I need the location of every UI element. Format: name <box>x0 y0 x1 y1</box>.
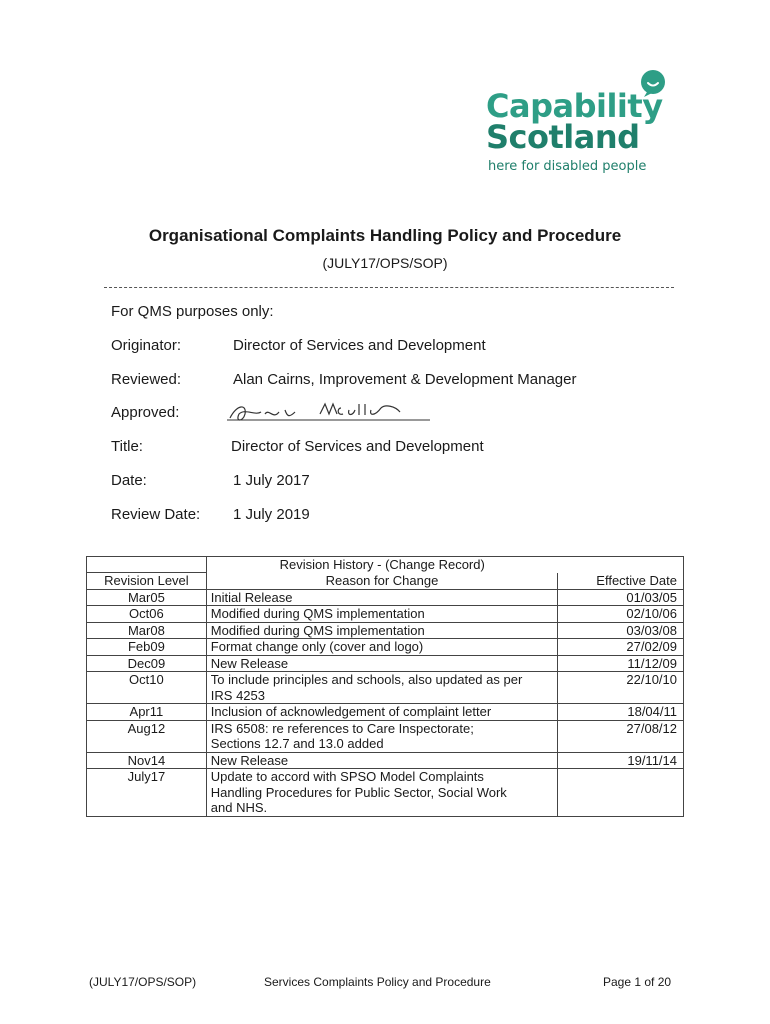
row-date: 27/02/09 <box>558 639 684 656</box>
row-reason <box>206 769 557 817</box>
row-level: Apr11 <box>87 704 207 721</box>
row-reason-line: To include principles and schools, also updated as per <box>210 672 523 687</box>
row-reason <box>206 672 557 704</box>
revision-history-table <box>86 556 684 817</box>
row-reason-line: IRS 6508: re references to Care Inspectorate; <box>210 720 474 736</box>
qms-heading: For QMS purposes only: <box>111 303 274 320</box>
row-level: July17 <box>87 769 207 817</box>
table-title: Revision History - (Change Record) <box>206 557 557 573</box>
footer-page-number: Page 1 of 20 <box>603 975 672 989</box>
row-reason-line: Update to accord with SPSO Model Complaints <box>210 769 484 784</box>
table-title-row <box>87 557 684 573</box>
logo-word-capability: Capability <box>486 87 663 125</box>
footer-document-name: Services Complaints Policy and Procedure <box>264 975 491 989</box>
table-row <box>87 589 684 606</box>
row-date: 18/04/11 <box>558 704 684 721</box>
title-value: Director of Services and Development <box>231 438 484 455</box>
header-reason: Reason for Change <box>206 573 557 590</box>
review-date-label: Review Date: <box>111 506 201 523</box>
row-level: Dec09 <box>87 655 207 672</box>
row-level: Oct06 <box>87 606 207 623</box>
row-reason-line: IRS 4253 <box>210 687 265 703</box>
row-reason-line: Handling Procedures for Public Sector, Social Work <box>210 784 507 800</box>
table-row <box>87 769 684 817</box>
row-reason: Modified during QMS implementation <box>206 622 557 639</box>
title-label: Title: <box>111 438 143 455</box>
row-reason: Format change only (cover and logo) <box>206 639 557 656</box>
table-row <box>87 655 684 672</box>
review-date-value: 1 July 2019 <box>233 506 310 523</box>
row-reason-line: Sections 12.7 and 13.0 added <box>210 736 384 751</box>
dashed-divider <box>104 287 674 288</box>
row-date: 22/10/10 <box>558 672 684 704</box>
originator-value: Director of Services and Development <box>233 337 486 354</box>
table-row <box>87 622 684 639</box>
approval-signature <box>225 398 435 428</box>
row-reason: Modified during QMS implementation <box>206 606 557 623</box>
document-code: (JULY17/OPS/SOP) <box>322 255 448 271</box>
table-row <box>87 704 684 721</box>
row-reason: Initial Release <box>206 589 557 606</box>
row-level: Mar08 <box>87 622 207 639</box>
row-level: Nov14 <box>87 752 207 769</box>
row-reason: New Release <box>206 752 557 769</box>
reviewed-value: Alan Cairns, Improvement & Development Manager <box>233 371 577 388</box>
logo-word-scotland: Scotland <box>486 118 640 156</box>
row-reason: Inclusion of acknowledgement of complaint letter <box>206 704 557 721</box>
row-level: Feb09 <box>87 639 207 656</box>
capability-scotland-logo <box>486 68 671 176</box>
row-level: Mar05 <box>87 589 207 606</box>
footer-document-code: (JULY17/OPS/SOP) <box>89 975 197 989</box>
reviewed-label: Reviewed: <box>111 371 182 388</box>
table-row <box>87 639 684 656</box>
logo-tagline: here for disabled people <box>488 159 647 174</box>
row-reason-line: and NHS. <box>210 800 268 815</box>
row-level: Aug12 <box>87 720 207 752</box>
row-date: 02/10/06 <box>558 606 684 623</box>
table-header-row <box>87 573 684 590</box>
row-date <box>558 769 684 817</box>
row-date: 19/11/14 <box>558 752 684 769</box>
row-date: 01/03/05 <box>558 589 684 606</box>
row-reason <box>206 720 557 752</box>
originator-label: Originator: <box>111 337 182 354</box>
row-date: 03/03/08 <box>558 622 684 639</box>
table-row <box>87 606 684 623</box>
table-row <box>87 720 684 752</box>
table-row <box>87 752 684 769</box>
header-revision-level: Revision Level <box>87 573 207 590</box>
table-row <box>87 672 684 704</box>
date-value: 1 July 2017 <box>233 472 310 489</box>
header-effective-date: Effective Date <box>558 573 684 590</box>
row-date: 11/12/09 <box>558 655 684 672</box>
document-title: Organisational Complaints Handling Policy and Procedure <box>148 226 622 245</box>
date-label: Date: <box>111 472 147 489</box>
row-level: Oct10 <box>87 672 207 704</box>
approved-label: Approved: <box>111 404 180 421</box>
row-date: 27/08/12 <box>558 720 684 752</box>
row-reason: New Release <box>206 655 557 672</box>
